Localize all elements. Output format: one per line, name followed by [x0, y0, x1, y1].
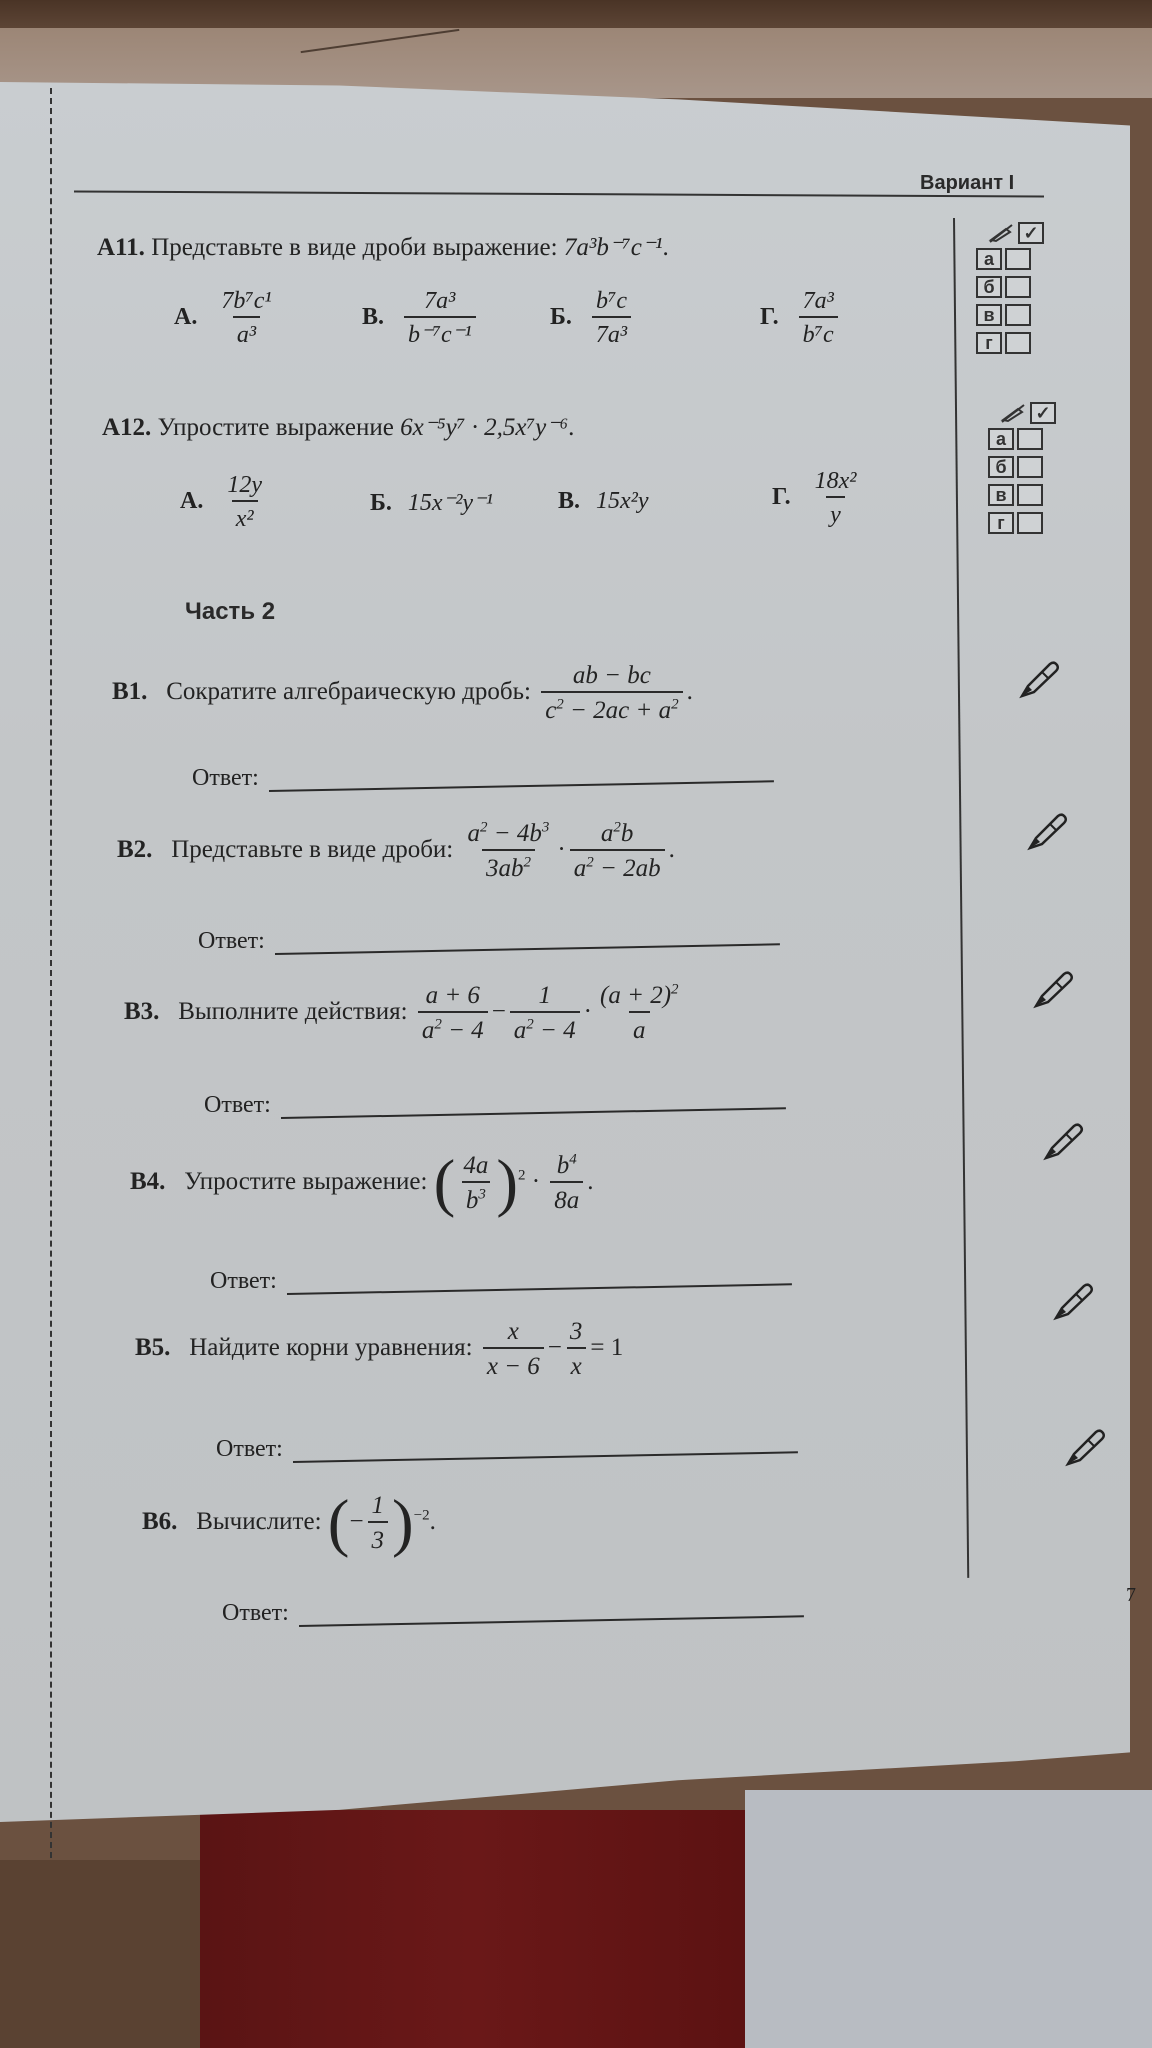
answer-label: Ответ: [204, 1092, 271, 1118]
task-b5 [135, 1316, 623, 1383]
option-label: А. [180, 487, 204, 514]
answer-input[interactable] [287, 1283, 792, 1295]
answer-checkbox-a[interactable] [1017, 428, 1043, 450]
pen-icon [1050, 1278, 1096, 1324]
task-a11: A11. Представьте в виде дроби выражение: 7a³b⁻⁷c⁻¹. [97, 234, 669, 261]
option-a12-a[interactable] [180, 470, 270, 534]
task-number: B5. [135, 1333, 171, 1361]
task-text: Представьте в виде дроби выражение: [151, 234, 558, 261]
answer-row-b1 [192, 765, 774, 792]
answer-input[interactable] [269, 780, 774, 792]
numerator: 7a³ [424, 288, 456, 314]
pen-icon [1030, 966, 1076, 1012]
task-text: Вычислите: [196, 1507, 322, 1535]
option-label: В. [362, 303, 385, 330]
grid-letter: г [976, 332, 1002, 354]
numerator: b⁷c [595, 288, 627, 314]
answer-grid-a11 [976, 222, 1044, 360]
option-label: В. [558, 488, 581, 514]
answer-row-b4 [210, 1268, 792, 1295]
option-a12-g[interactable] [772, 466, 864, 530]
option-a11-v[interactable] [362, 286, 480, 350]
checkmark-icon: ✓ [1030, 402, 1056, 424]
page-number: 7 [1126, 1584, 1136, 1606]
option-a11-b[interactable] [550, 286, 635, 350]
denominator: 7a³ [592, 316, 631, 350]
task-number: B2. [117, 835, 153, 863]
grid-letter: а [988, 428, 1014, 450]
option-a12-v[interactable] [558, 488, 649, 515]
task-expression: $\frac{x}{x - 6}$ − $\frac{3}{x}$ = 1 [479, 1334, 623, 1361]
answer-checkbox-a[interactable] [1005, 248, 1031, 270]
pen-icon [1024, 808, 1070, 854]
denominator: b⁻⁷c⁻¹ [404, 316, 476, 350]
task-b2: B2. Представьте в виде дроби: $\frac{a^2 - 4b^3}{3ab^2}$ · $\frac{a^2b}{a^2 - 2ab}$ . [117, 818, 675, 885]
task-text: Найдите корни уравнения: [189, 1333, 473, 1361]
answer-label: Ответ: [198, 928, 265, 954]
option-label: Б. [550, 303, 572, 330]
red-cover [200, 1810, 745, 2048]
answer-checkbox-g[interactable] [1017, 512, 1043, 534]
answer-label: Ответ: [222, 1600, 289, 1626]
task-number: B3. [124, 997, 160, 1025]
task-b3: B3. Выполните действия: $\frac{a + 6}{a^2 - 4}$ − $\frac{1}{a^2 - 4}$ · $\frac{(a + 2)^2}{a}$ [124, 980, 687, 1047]
paper-sheet [745, 1790, 1152, 2048]
task-number: B6. [142, 1507, 178, 1535]
answer-row-b6 [222, 1600, 804, 1627]
variant-label: Вариант I [920, 172, 1015, 194]
option-value: 15x²y [596, 488, 649, 514]
answer-input[interactable] [275, 943, 780, 955]
task-b4 [130, 1146, 594, 1219]
task-a12: A12. Упростите выражение 6x⁻⁵y⁷ · 2,5x⁷y⁻⁶. [102, 414, 575, 441]
task-b6 [142, 1486, 436, 1559]
option-label: А. [174, 303, 198, 330]
task-expression: $\frac{ab - bc}{c^2 - 2ac + a^2}$ [541, 660, 682, 727]
denominator: b⁷c [799, 316, 838, 350]
grid-letter: б [976, 276, 1002, 298]
grid-letter: в [988, 484, 1014, 506]
task-number: B1. [112, 677, 148, 705]
numerator: 7b⁷c¹ [221, 288, 272, 314]
task-expression: $\frac{a^2 - 4b^3}{3ab^2}$ [464, 818, 554, 885]
task-text: Сократите алгебраическую дробь: [166, 677, 531, 705]
answer-row-b3 [204, 1092, 786, 1119]
option-a12-b[interactable] [370, 488, 493, 517]
grid-letter: в [976, 304, 1002, 326]
answer-row-b2 [198, 928, 780, 955]
denominator: y [826, 496, 845, 530]
answer-checkbox-b[interactable] [1017, 456, 1043, 478]
answer-checkbox-v[interactable] [1005, 304, 1031, 326]
numerator: 7a³ [802, 288, 834, 314]
option-a11-a[interactable] [174, 286, 280, 350]
answer-checkbox-g[interactable] [1005, 332, 1031, 354]
task-text: Упростите выражение: [184, 1167, 428, 1195]
checkmark-icon: ✓ [1018, 222, 1044, 244]
pen-crossed-icon [1000, 403, 1026, 423]
task-number: A11. [97, 234, 145, 261]
cut-line [50, 88, 52, 1858]
option-label: Б. [370, 490, 392, 516]
task-expression: $\frac{a + 6}{a^2 - 4}$ [418, 980, 488, 1047]
answer-checkbox-v[interactable] [1017, 484, 1043, 506]
task-number: B4. [130, 1167, 166, 1195]
answer-label: Ответ: [210, 1268, 277, 1294]
answer-checkbox-b[interactable] [1005, 276, 1031, 298]
pen-icon [1040, 1118, 1086, 1164]
option-label: Г. [760, 303, 779, 330]
pen-crossed-icon [988, 223, 1014, 243]
answer-input[interactable] [281, 1107, 786, 1119]
task-text: Упростите выражение [157, 414, 394, 441]
grid-letter: а [976, 248, 1002, 270]
answer-input[interactable] [293, 1451, 798, 1463]
answer-input[interactable] [299, 1615, 804, 1627]
task-expression: ( $\frac{4a}{b^3}$ )$^2$ · $\frac{b^4}{8a}$ . [433, 1146, 594, 1219]
option-label: Г. [772, 483, 791, 510]
task-expression: 6x⁻⁵y⁷ · 2,5x⁷y⁻⁶ [400, 414, 569, 441]
task-expression: (− $\frac{1}{3}$ )$^{-2}$. [327, 1486, 436, 1559]
task-number: A12. [102, 414, 152, 441]
pen-icon [1062, 1424, 1108, 1470]
grid-letter: г [988, 512, 1014, 534]
numerator: 18x² [814, 468, 857, 494]
task-text: Представьте в виде дроби: [171, 835, 454, 863]
table-surface-bottom [0, 1860, 200, 2048]
denominator: a³ [233, 316, 260, 350]
section-title: Часть 2 [185, 598, 276, 625]
task-b1: B1. Сократите алгебраическую дробь: $\frac{ab - bc}{c^2 - 2ac + a^2}$ . [112, 660, 693, 727]
option-a11-g[interactable] [760, 286, 842, 350]
numerator: 12y [227, 472, 262, 498]
answer-grid-a12 [988, 402, 1056, 540]
answer-label: Ответ: [192, 765, 259, 791]
grid-letter: б [988, 456, 1014, 478]
denominator: x² [232, 500, 258, 534]
pen-icon [1016, 656, 1062, 702]
option-value: 15x⁻²y⁻¹ [407, 490, 493, 516]
answer-label: Ответ: [216, 1436, 283, 1462]
answer-row-b5 [216, 1436, 798, 1463]
task-expression: 7a³b⁻⁷c⁻¹ [563, 234, 663, 261]
task-text: Выполните действия: [178, 997, 408, 1025]
